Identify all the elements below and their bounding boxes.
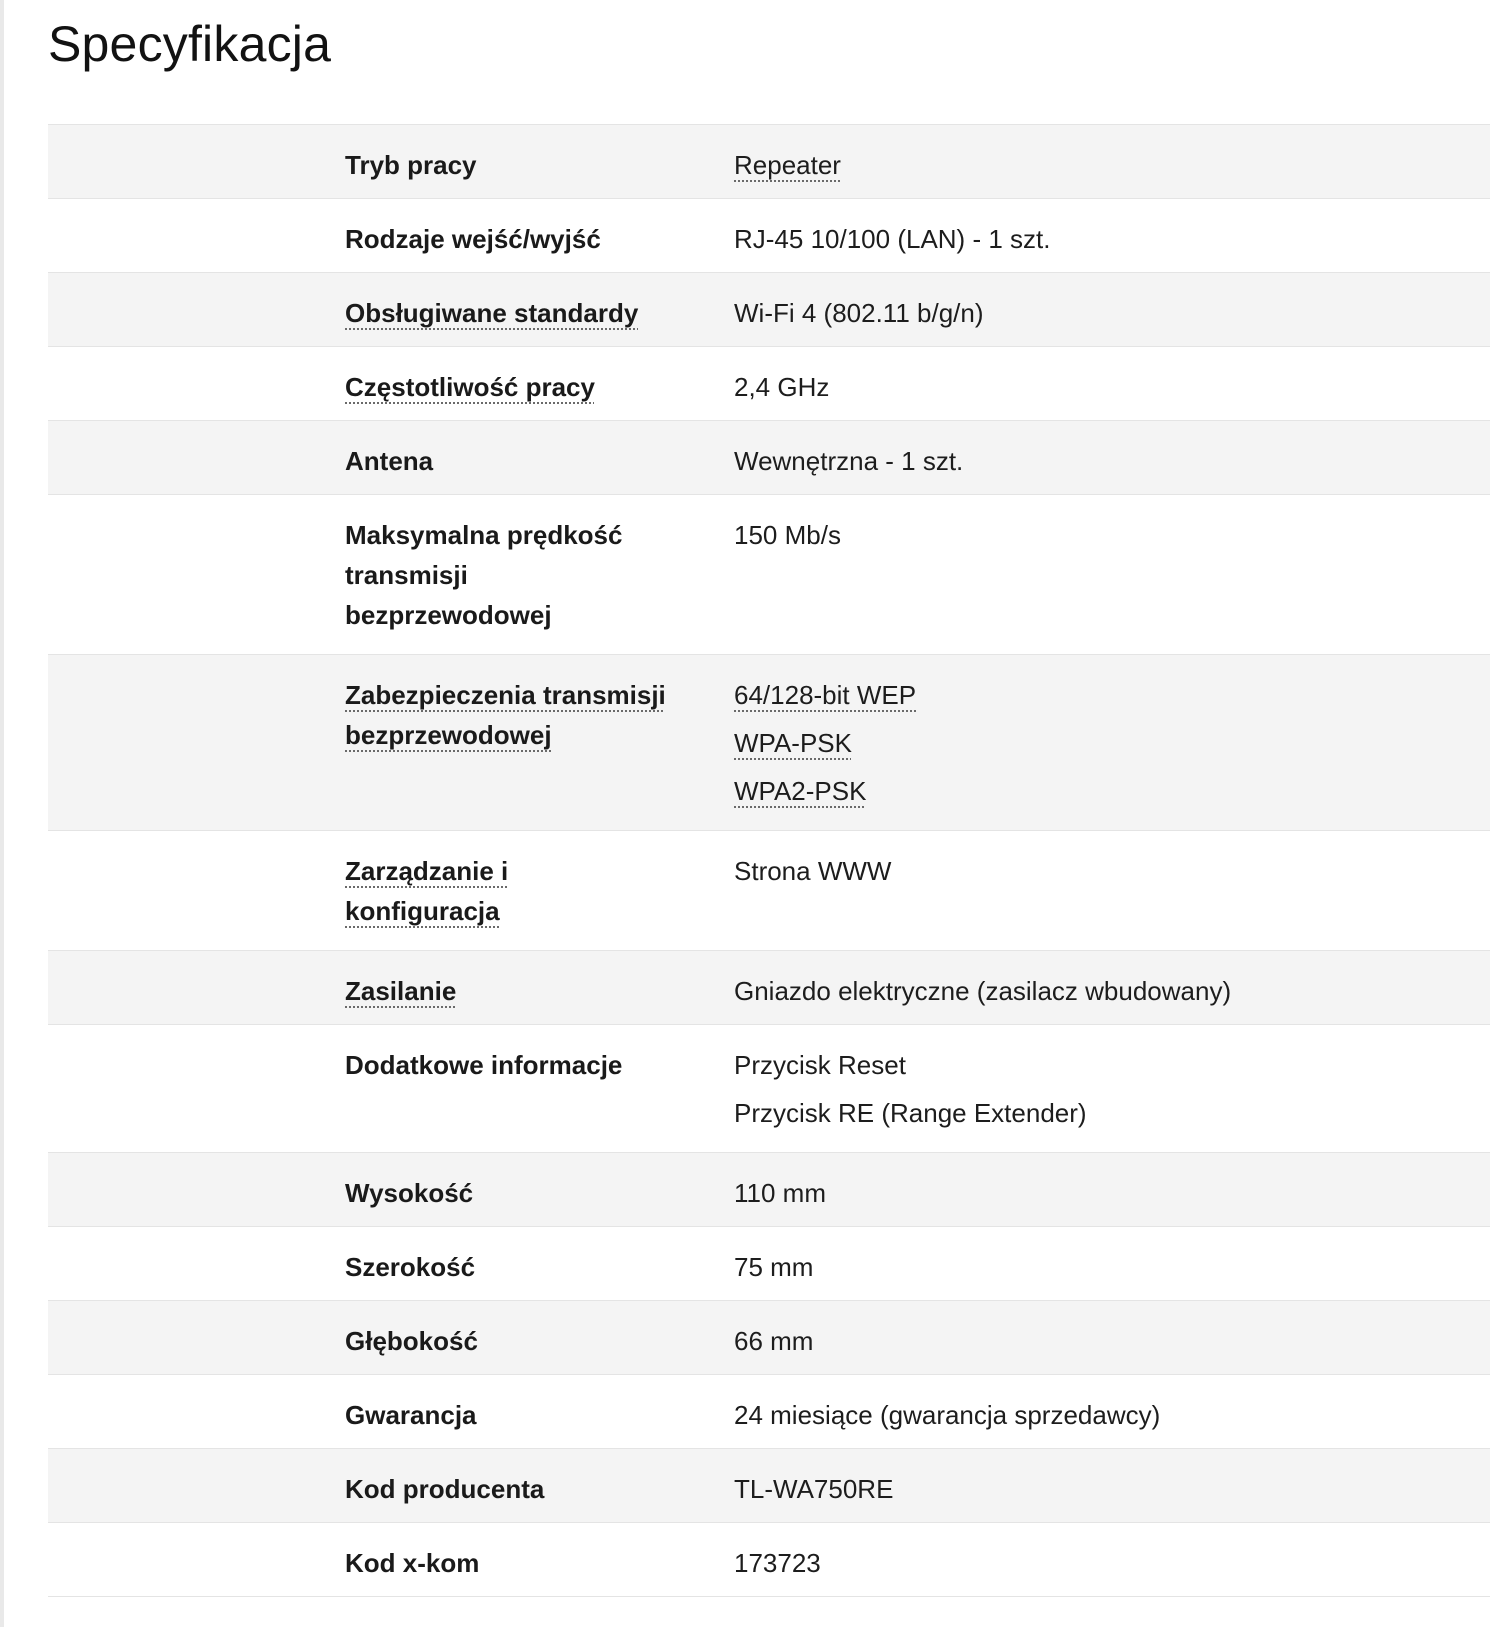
spec-values (734, 851, 891, 931)
spec-value: Wi-Fi 4 (802.11 b/g/n) (734, 298, 984, 328)
spec-value-link[interactable]: WPA2-PSK (734, 776, 867, 806)
spec-value-link[interactable]: 64/128-bit WEP (734, 680, 917, 710)
spec-value: Przycisk RE (Range Extender) (734, 1098, 1087, 1128)
spec-values (734, 293, 984, 327)
spec-label: Wysokość (345, 1178, 474, 1208)
specification-table (48, 124, 1490, 1597)
spec-value: RJ-45 10/100 (LAN) - 1 szt. (734, 224, 1051, 254)
spec-label (48, 971, 734, 1005)
spec-values (734, 971, 1231, 1005)
spec-row-width (48, 1227, 1490, 1301)
spec-value: 66 mm (734, 1326, 814, 1356)
spec-row-height (48, 1153, 1490, 1227)
spec-values (734, 515, 841, 635)
spec-row-xkom-code (48, 1523, 1490, 1597)
spec-value: 24 miesiące (gwarancja sprzedawcy) (734, 1400, 1161, 1430)
spec-label-link[interactable]: Zarządzanie i konfiguracja (345, 856, 509, 926)
spec-label: Głębokość (345, 1326, 478, 1356)
spec-label-link[interactable]: Zabezpieczenia transmisji bezprzewodowej (345, 680, 666, 750)
spec-value-link[interactable]: Repeater (734, 150, 841, 180)
spec-values (734, 675, 916, 811)
spec-value-item (734, 771, 916, 811)
spec-label: Gwarancja (345, 1400, 477, 1430)
spec-values (734, 1469, 893, 1503)
spec-values (734, 1543, 821, 1577)
spec-values (734, 1321, 813, 1355)
spec-value: Wewnętrzna - 1 szt. (734, 446, 964, 476)
spec-label-link[interactable]: Zasilanie (345, 976, 457, 1006)
spec-label: Rodzaje wejść/wyjść (345, 224, 601, 254)
spec-label: Szerokość (345, 1252, 476, 1282)
spec-label: Antena (345, 446, 434, 476)
spec-label: Kod x-kom (345, 1548, 480, 1578)
spec-value-item (734, 723, 916, 763)
spec-value: Gniazdo elektryczne (zasilacz wbudowany) (734, 976, 1232, 1006)
spec-value: Przycisk Reset (734, 1050, 906, 1080)
spec-value: 75 mm (734, 1252, 814, 1282)
spec-value: TL-WA750RE (734, 1474, 894, 1504)
spec-row-warranty (48, 1375, 1490, 1449)
spec-values (734, 145, 841, 179)
spec-values (734, 1173, 826, 1207)
spec-label (48, 367, 734, 401)
spec-value: 150 Mb/s (734, 520, 841, 550)
spec-values (734, 1045, 1087, 1133)
spec-label: Tryb pracy (345, 150, 477, 180)
spec-row-security (48, 655, 1490, 831)
page-title: Specyfikacja (48, 16, 332, 72)
spec-values (734, 1395, 1160, 1429)
spec-value: 173723 (734, 1548, 821, 1578)
spec-row-power (48, 951, 1490, 1025)
spec-label: Maksymalna prędkość transmisji bezprzewodowej (345, 520, 623, 630)
spec-row-antenna (48, 421, 1490, 495)
spec-label-link[interactable]: Obsługiwane standardy (345, 298, 639, 328)
spec-label (48, 675, 734, 811)
spec-row-operating-mode (48, 125, 1490, 199)
spec-values (734, 367, 829, 401)
spec-values (734, 1247, 813, 1281)
spec-values (734, 441, 963, 475)
spec-value-link[interactable]: WPA-PSK (734, 728, 852, 758)
spec-label (48, 851, 734, 931)
spec-value: 2,4 GHz (734, 372, 830, 402)
spec-row-standards (48, 273, 1490, 347)
spec-row-io-types (48, 199, 1490, 273)
spec-values (734, 219, 1050, 253)
spec-row-max-speed (48, 495, 1490, 655)
spec-label (48, 293, 734, 327)
spec-label: Kod producenta (345, 1474, 545, 1504)
spec-label-link[interactable]: Częstotliwość pracy (345, 372, 595, 402)
spec-value: Strona WWW (734, 856, 892, 886)
spec-row-frequency (48, 347, 1490, 421)
spec-row-additional-info (48, 1025, 1490, 1153)
spec-row-management (48, 831, 1490, 951)
spec-label: Dodatkowe informacje (345, 1050, 623, 1080)
spec-row-manufacturer-code (48, 1449, 1490, 1523)
spec-value-item (734, 675, 916, 715)
spec-value: 110 mm (734, 1178, 826, 1208)
spec-row-depth (48, 1301, 1490, 1375)
